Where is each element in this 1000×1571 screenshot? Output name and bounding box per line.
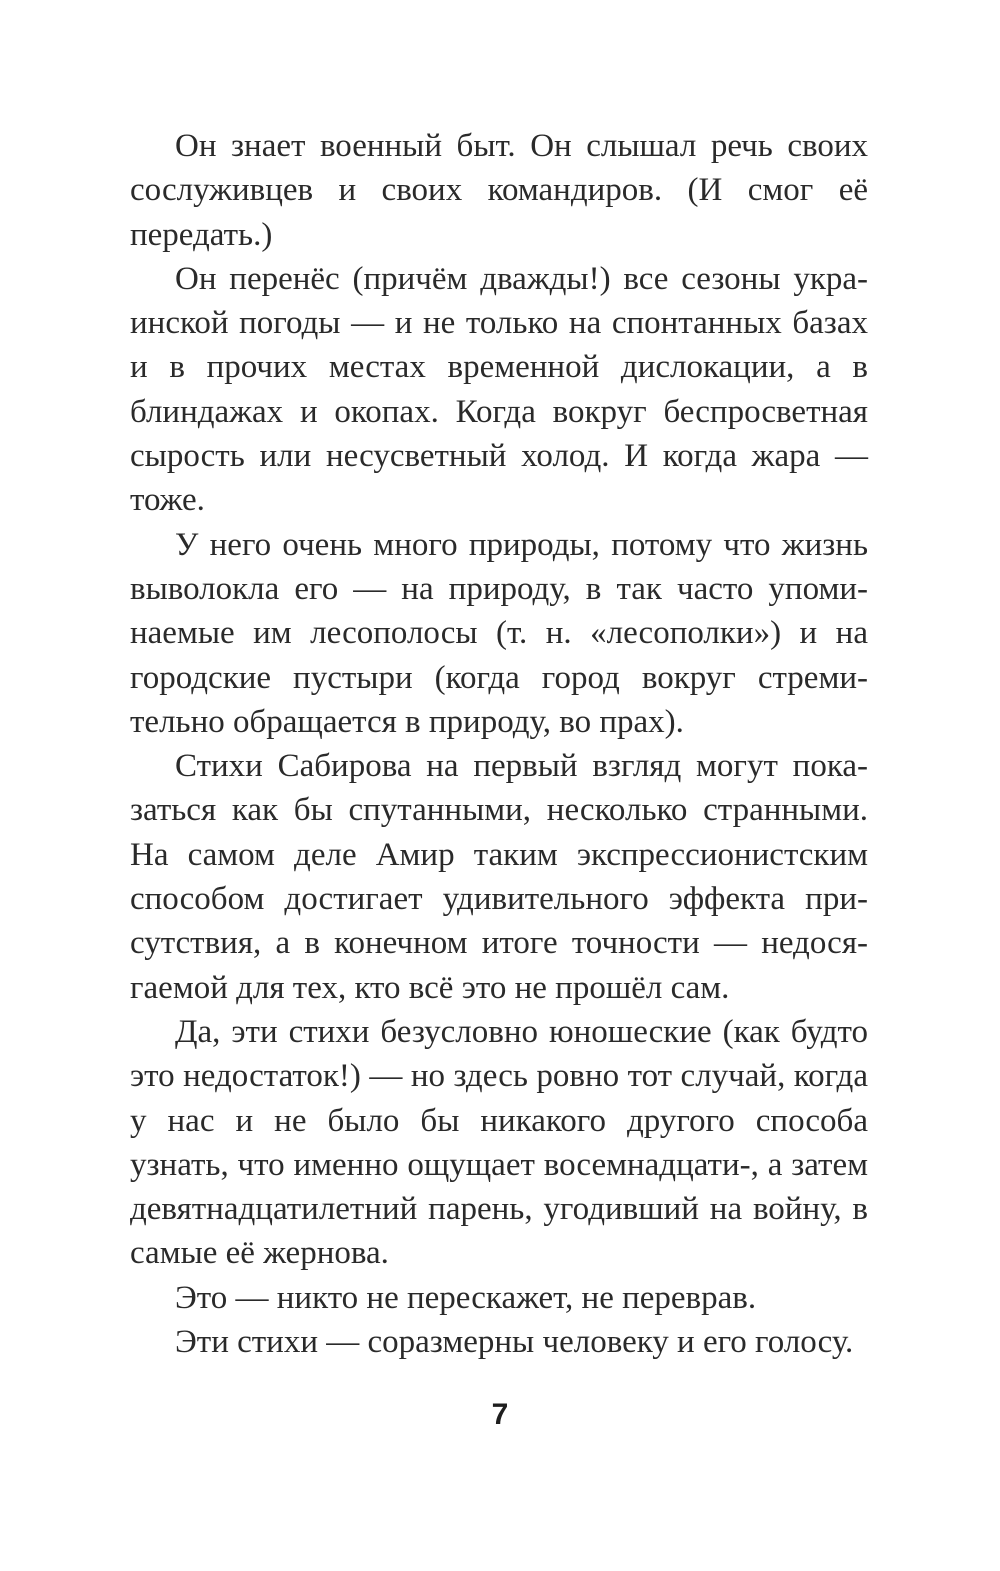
paragraph-no-one-retells: Это — никто не перескажет, не переврав.: [175, 1279, 757, 1316]
paragraph-seasons: Он перенёс (причём дважды!) все сезоны украинской погоды — и не только на спонтанных базах и в прочих местах временной дислокации, а в блиндажах и окопах. Когда вокруг беспросветная сырость или несусветный холод. И когда жара — тоже.: [130, 260, 868, 519]
paragraph-youthful-poems: Да, эти стихи безусловно юношеские (как будто это недостаток!) — но здесь ровно тот случай, когда у нас и не было бы никакого другого способа узнать, что именно ощущает восемнадцати-, а затем девятнадцатилетний парень, угодивший на войну, в самые её жернова.: [130, 1013, 868, 1272]
page-number: 7: [491, 1398, 509, 1431]
body-text: [130, 124, 868, 1364]
paragraph-sabirov-poems: Стихи Сабирова на первый взгляд могут показаться как бы спутанными, несколько странными. На самом деле Амир таким экспрессионистским способом достигает удивительного эффекта присутствия, а в конечном итоге точности — недосягаемой для тех, кто всё это не прошёл сам.: [130, 748, 868, 1006]
paragraph-nature: У него очень много природы, потому что жизнь выволокла его — на природу, в так часто упоминаемые им лесополосы (т. н. «лесополки») и на городские пустыри (когда город вокруг стремительно обращается в природу, во прах).: [130, 526, 868, 740]
paragraph-commensurate: Эти стихи — соразмерны человеку и его голосу.: [175, 1324, 854, 1361]
paragraph-military-life: Он знает военный быт. Он слышал речь своих сослуживцев и своих командиров. (И смог её передать.): [130, 128, 868, 253]
